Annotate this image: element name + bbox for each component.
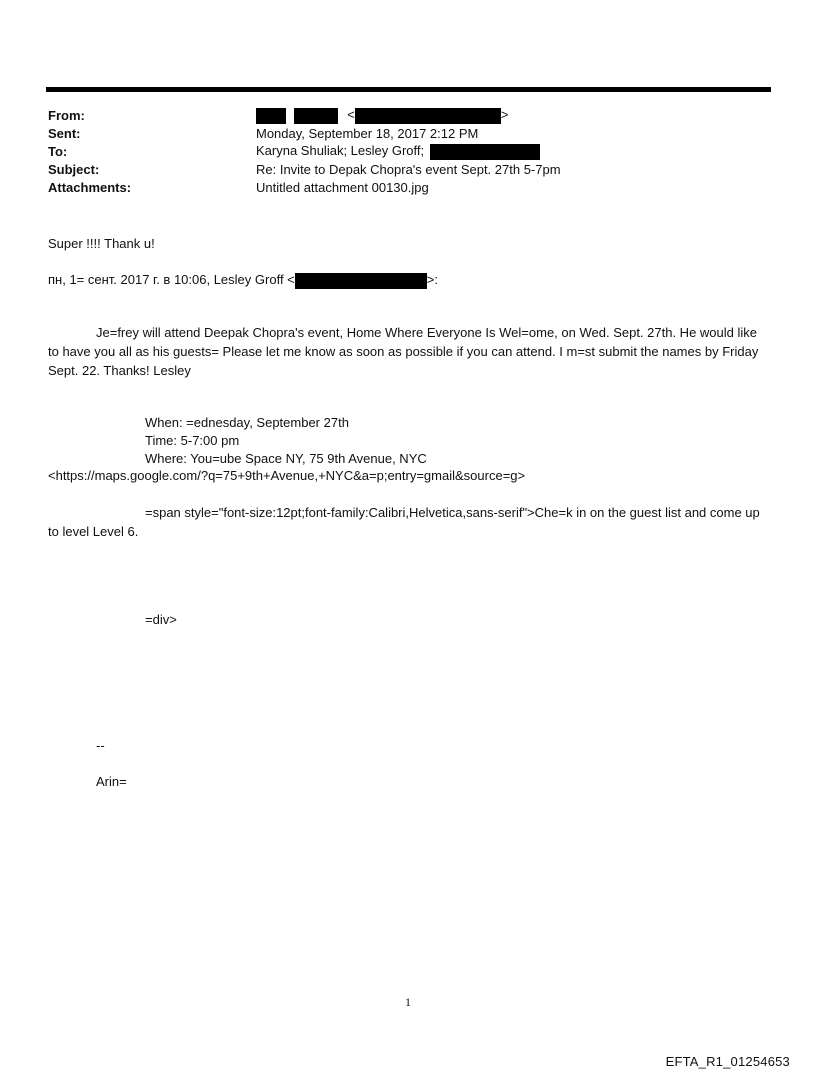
quote-intro-text: пн, 1= сент. 2017 г. в 10:06, Lesley Groff < (48, 272, 295, 287)
quote-intro-close: >: (426, 272, 438, 287)
attachments-label: Attachments: (48, 180, 132, 195)
sent-value: Monday, September 18, 2017 2:12 PM (256, 126, 479, 141)
redaction-box (256, 108, 286, 124)
invite-paragraph: Je=frey will attend Deepak Chopra's event, Home Where Everyone Is Wel=ome, on Wed. Sept. 27th. He would like to have you all as his guests= Please let me know as soon as possible if you can attend. I m=st submit the names by Friday Sept. 22. Thanks! Lesley (48, 325, 759, 378)
signature-name: Arin= (96, 774, 127, 789)
time-line: Time: 5-7:00 pm (145, 433, 240, 448)
header-rule (46, 87, 771, 92)
from-open-bracket: < (347, 107, 355, 122)
maps-link[interactable]: <https://maps.google.com/?q=75+9th+Avenue,+NYC&a=p;entry=gmail&source=g> (48, 468, 526, 483)
sent-label: Sent: (48, 126, 81, 141)
to-value (256, 143, 540, 160)
redaction-box (355, 108, 501, 124)
subject-value: Re: Invite to Depak Chopra's event Sept. 27th 5-7pm (256, 162, 561, 177)
redaction-box (294, 108, 338, 124)
signature-dashes: -- (96, 738, 105, 753)
to-recipients: Karyna Shuliak; Lesley Groff; (256, 143, 425, 158)
redaction-box (430, 144, 540, 160)
from-close-bracket: > (500, 107, 509, 122)
where-line: Where: You=ube Space NY, 75 9th Avenue, NYC (145, 451, 427, 466)
to-label: To: (48, 144, 68, 159)
page-number: 1 (405, 995, 411, 1009)
reply-text: Super !!!! Thank u! (48, 236, 155, 251)
from-value (256, 107, 508, 124)
div-line: =div> (145, 612, 177, 627)
redaction-box (295, 273, 427, 289)
quote-intro (48, 270, 438, 289)
bates-number: EFTA_R1_01254653 (665, 1054, 790, 1069)
span-line: =span style="font-size:12pt;font-family:Calibri,Helvetica,sans-serif">Che=k in on the guest list and come up to level Level 6. (48, 505, 760, 539)
when-line: When: =ednesday, September 27th (145, 415, 349, 430)
attachments-value: Untitled attachment 00130.jpg (256, 180, 429, 195)
subject-label: Subject: (48, 162, 100, 177)
from-label: From: (48, 108, 85, 123)
